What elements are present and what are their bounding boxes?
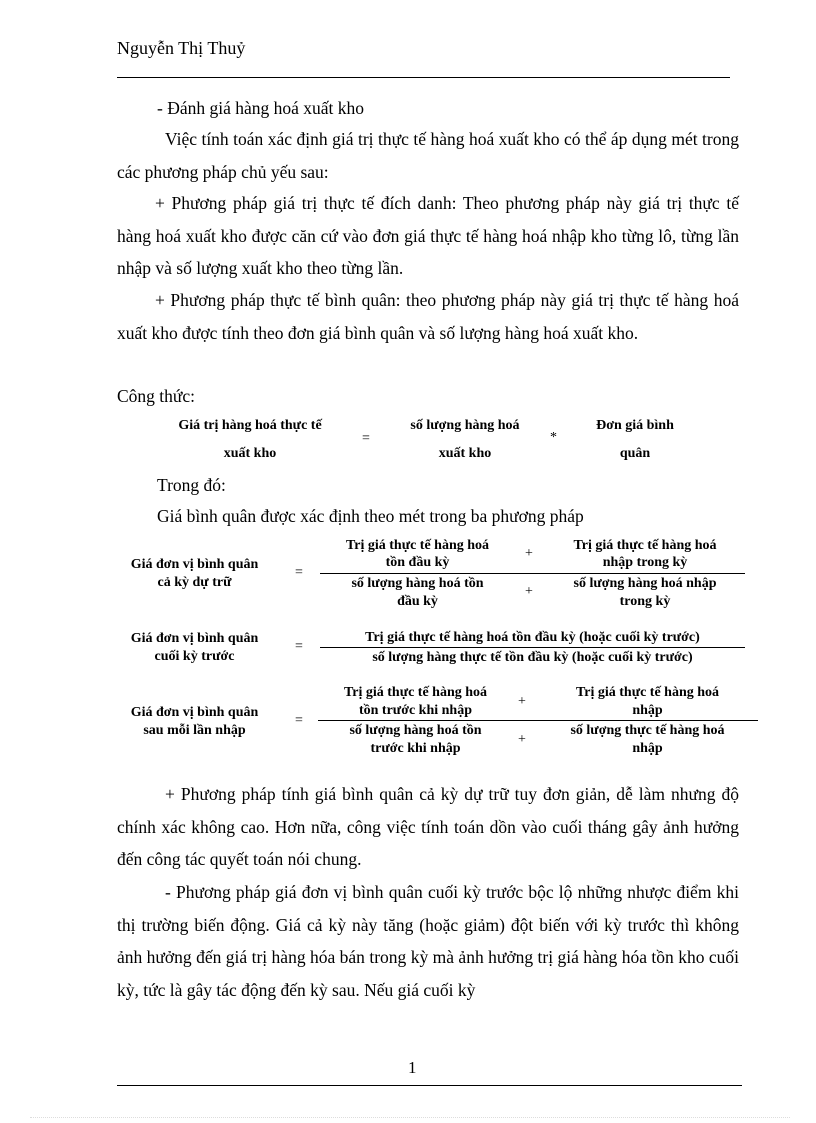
formula1-plus-top: + bbox=[525, 546, 533, 561]
formula1-lhs-line2: cả kỳ dự trữ bbox=[157, 575, 232, 590]
page-edge-divider bbox=[30, 1117, 790, 1118]
formula1-num-a-line2: tồn đầu kỳ bbox=[385, 555, 450, 570]
formula3-den-b-line2: nhập bbox=[632, 741, 663, 756]
formula3-num-a-line1: Trị giá thực tế hàng hoá bbox=[343, 685, 488, 700]
formula3-plus-top: + bbox=[518, 694, 526, 709]
formula3-num-a-line2: tồn trước khi nhập bbox=[358, 703, 472, 718]
formula1-lhs-line1: Giá đơn vị bình quân bbox=[130, 557, 259, 572]
paragraph-method-average: + Phương pháp thực tế bình quân: theo phương pháp này giá trị thực tế hàng hoá xuất kho được tính theo đơn giá bình quân và số lượng hàng hoá xuất kho. bbox=[117, 290, 739, 343]
header-author: Nguyễn Thị Thuỷ bbox=[117, 38, 246, 58]
section-title: - Đánh giá hàng hoá xuất kho bbox=[157, 98, 365, 118]
paragraph-method-specific: + Phương pháp giá trị thực tế đích danh: Theo phương pháp này giá trị thực tế hàng hoá xuất kho được căn cứ vào đơn giá thực tế hàng hoá nhập kho từng lô, từng lần nhập và số lượng xuất kho theo từng lần. bbox=[117, 193, 739, 278]
formula1-num-b-line1: Trị giá thực tế hàng hoá bbox=[573, 538, 717, 553]
header-rule bbox=[117, 77, 730, 78]
formula2-numerator: Trị giá thực tế hàng hoá tồn đầu kỳ (hoặc cuối kỳ trước) bbox=[365, 630, 700, 645]
paragraph-previous-period-note: - Phương pháp giá đơn vị bình quân cuối kỳ trước bộc lộ những nhược điểm khi thị trường biến động. Giá cả kỳ này tăng (hoặc giảm) đột biến với kỳ trước thì không ảnh hưởng đến giá trị hàng hóa bán trong kỳ mà ảnh hưởng trị giá hàng hóa tồn kho cuối kỳ, tức là gây tác động đến kỳ sau. Nếu giá cuối kỳ bbox=[117, 882, 739, 1000]
formula1-den-a-line2: đầu kỳ bbox=[397, 594, 438, 609]
formula2-lhs-line1: Giá đơn vị bình quân bbox=[130, 631, 259, 646]
formula0-mid-line2: xuất kho bbox=[438, 446, 492, 461]
formula2-lhs-line2: cuối kỳ trước bbox=[154, 649, 235, 664]
formula1-equals: = bbox=[295, 565, 303, 580]
formula1-num-a-line1: Trị giá thực tế hàng hoá bbox=[345, 538, 490, 553]
formula2-equals: = bbox=[295, 639, 303, 654]
formula3-num-b-line1: Trị giá thực tế hàng hoá bbox=[575, 685, 720, 700]
formula0-rhs-line1: Đơn giá bình bbox=[596, 418, 674, 433]
formula0-lhs-line2: xuất kho bbox=[223, 446, 277, 461]
formula3-fraction-bar bbox=[318, 720, 758, 721]
where-label: Trong đó: bbox=[157, 475, 226, 495]
page-number: 1 bbox=[408, 1058, 417, 1077]
average-price-intro: Giá bình quân được xác định theo mét trong ba phương pháp bbox=[157, 506, 584, 526]
formula0-mid-line1: số lượng hàng hoá bbox=[410, 418, 520, 433]
formula2-denominator: số lượng hàng thực tế tồn đầu kỳ (hoặc cuối kỳ trước) bbox=[372, 650, 693, 665]
formula-heading: Công thức: bbox=[117, 386, 196, 406]
formula3-den-a-line2: trước khi nhập bbox=[370, 741, 461, 756]
formula3-lhs-line1: Giá đơn vị bình quân bbox=[130, 705, 259, 720]
formula1-plus-bottom: + bbox=[525, 584, 533, 599]
formula3-den-a-line1: số lượng hàng hoá tồn bbox=[349, 723, 482, 738]
formula1-num-b-line2: nhập trong kỳ bbox=[602, 555, 688, 570]
formula3-den-b-line1: số lượng thực tế hàng hoá bbox=[570, 723, 725, 738]
formula0-equals: = bbox=[362, 431, 370, 446]
formula3-num-b-line2: nhập bbox=[632, 703, 663, 718]
formula0-lhs-line1: Giá trị hàng hoá thực tế bbox=[178, 418, 322, 433]
formula2-fraction-bar bbox=[320, 647, 745, 648]
footer-rule bbox=[117, 1085, 742, 1086]
formula1-den-a-line1: số lượng hàng hoá tồn bbox=[351, 576, 484, 591]
formula0-multiply: * bbox=[550, 430, 557, 445]
paragraph-intro: Việc tính toán xác định giá trị thực tế hàng hoá xuất kho có thể áp dụng mét trong các phương pháp chủ yếu sau: bbox=[117, 129, 739, 182]
formula1-fraction-bar bbox=[320, 573, 745, 574]
formula3-lhs-line2: sau mỗi lần nhập bbox=[143, 723, 246, 738]
formula1-den-b-line1: số lượng hàng hoá nhập bbox=[573, 576, 717, 591]
formula3-equals: = bbox=[295, 713, 303, 728]
formula1-den-b-line2: trong kỳ bbox=[619, 594, 671, 609]
formula0-rhs-line2: quân bbox=[619, 446, 651, 461]
paragraph-period-average-note: + Phương pháp tính giá bình quân cả kỳ dự trữ tuy đơn giản, dễ làm nhưng độ chính xác không cao. Hơn nữa, công việc tính toán dồn vào cuối tháng gây ảnh hưởng đến công tác quyết toán nói chung. bbox=[117, 784, 739, 869]
formula3-plus-bottom: + bbox=[518, 732, 526, 747]
